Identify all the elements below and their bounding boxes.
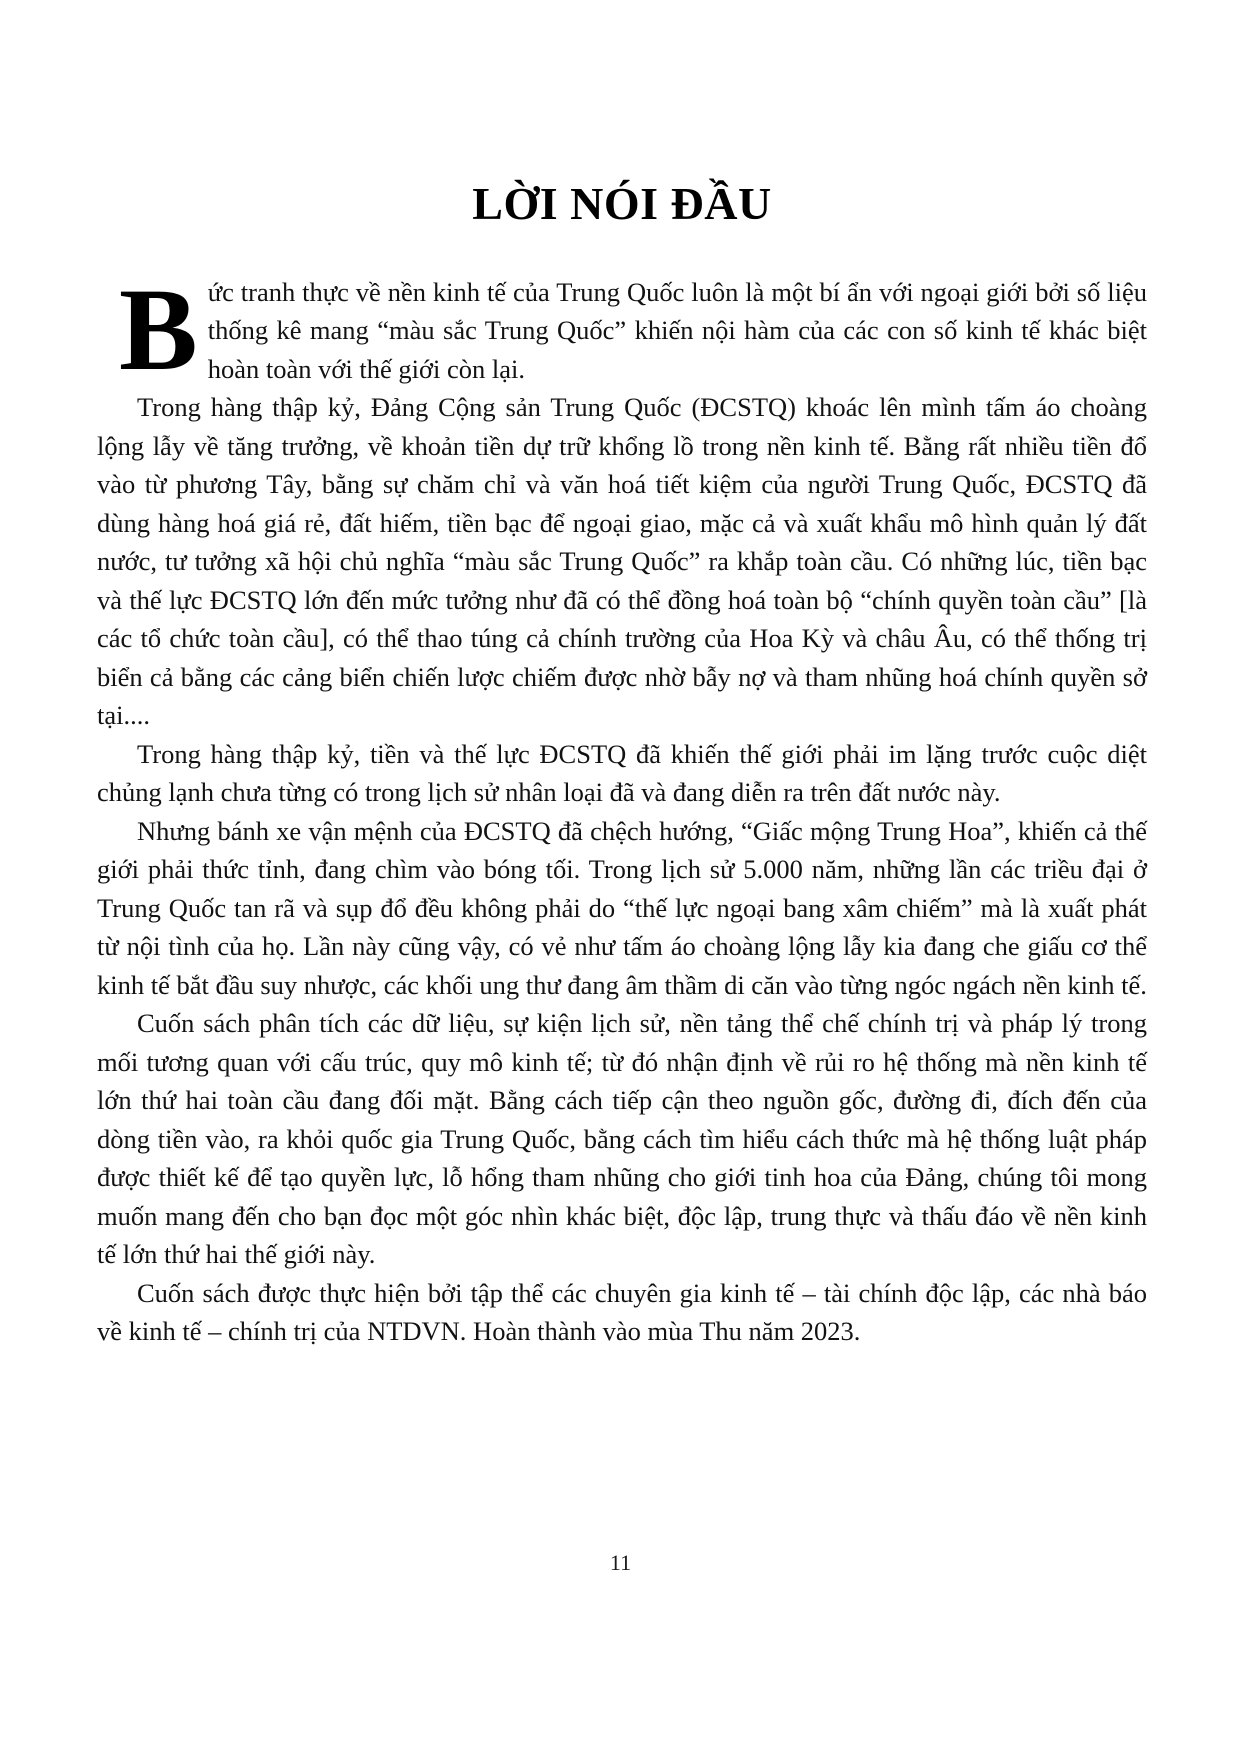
paragraph-4: Nhưng bánh xe vận mệnh của ĐCSTQ đã chệch hướng, “Giấc mộng Trung Hoa”, khiến cả thế giới phải thức tỉnh, đang chìm vào bóng tối. Trong lịch sử 5.000 năm, những lần các triều đại ở Trung Quốc tan rã và sụp đổ đều không phải do “thế lực ngoại bang xâm chiếm” mà là xuất phát từ nội tình của họ. Lần này cũng vậy, có vẻ như tấm áo choàng lộng lẫy kia đang che giấu cơ thể kinh tế bắt đầu suy nhược, các khối ung thư đang âm thầm di căn vào từng ngóc ngách nền kinh tế.: [97, 815, 1147, 1000]
paragraph-1: [97, 263, 1147, 395]
paragraph-6: Cuốn sách được thực hiện bởi tập thể các chuyên gia kinh tế – tài chính độc lập, các nhà báo về kinh tế – chính trị của NTDVN. Hoàn thành vào mùa Thu năm 2023.: [97, 1277, 1147, 1347]
page-number: 11: [609, 1550, 632, 1575]
paragraph-3: Trong hàng thập kỷ, tiền và thế lực ĐCSTQ đã khiến thế giới phải im lặng trước cuộc diệt chủng lạnh chưa từng có trong lịch sử nhân loại đã và đang diễn ra trên đất nước này.: [97, 738, 1147, 808]
page-content-column: [97, 0, 1147, 1754]
paragraph-1-text: ức tranh thực về nền kinh tế của Trung Quốc luôn là một bí ẩn với ngoại giới bởi số liệu thống kê mang “màu sắc Trung Quốc” khiến nội hàm của các con số kinh tế khác biệt hoàn toàn với thế giới còn lại.: [207, 276, 1147, 384]
paragraph-5: Cuốn sách phân tích các dữ liệu, sự kiện lịch sử, nền tảng thể chế chính trị và pháp lý trong mối tương quan với cấu trúc, quy mô kinh tế; từ đó nhận định về rủi ro hệ thống mà nền kinh tế lớn thứ hai toàn cầu đang đối mặt. Bằng cách tiếp cận theo nguồn gốc, đường đi, đích đến của dòng tiền vào, ra khỏi quốc gia Trung Quốc, bằng cách tìm hiểu cách thức mà hệ thống luật pháp được thiết kế để tạo quyền lực, lỗ hổng tham nhũng cho giới tinh hoa của Đảng, chúng tôi mong muốn mang đến cho bạn đọc một góc nhìn khác biệt, độc lập, trung thực và thấu đáo về nền kinh tế lớn thứ hai thế giới này.: [97, 1008, 1147, 1270]
paragraph-group: [97, 263, 1147, 1351]
page-title: LỜI NÓI ĐẦU: [472, 178, 772, 229]
paragraph-2: Trong hàng thập kỷ, Đảng Cộng sản Trung Quốc (ĐCSTQ) khoác lên mình tấm áo choàng lộng lẫy về tăng trưởng, về khoản tiền dự trữ khổng lồ trong nền kinh tế. Bằng rất nhiều tiền đổ vào từ phương Tây, bằng sự chăm chỉ và văn hoá tiết kiệm của người Trung Quốc, ĐCSTQ đã dùng hàng hoá giá rẻ, đất hiếm, tiền bạc để ngoại giao, mặc cả và xuất khẩu mô hình quản lý đất nước, tư tưởng xã hội chủ nghĩa “màu sắc Trung Quốc” ra khắp toàn cầu. Có những lúc, tiền bạc và thế lực ĐCSTQ lớn đến mức tưởng như đã có thể đồng hoá toàn bộ “chính quyền toàn cầu” [là các tổ chức toàn cầu], có thể thao túng cả chính trường của Hoa Kỳ và châu Âu, có thể thống trị biển cả bằng các cảng biển chiến lược chiếm được nhờ bẫy nợ và tham nhũng hoá chính quyền sở tại....: [97, 392, 1147, 731]
drop-cap-letter: B: [119, 263, 198, 395]
